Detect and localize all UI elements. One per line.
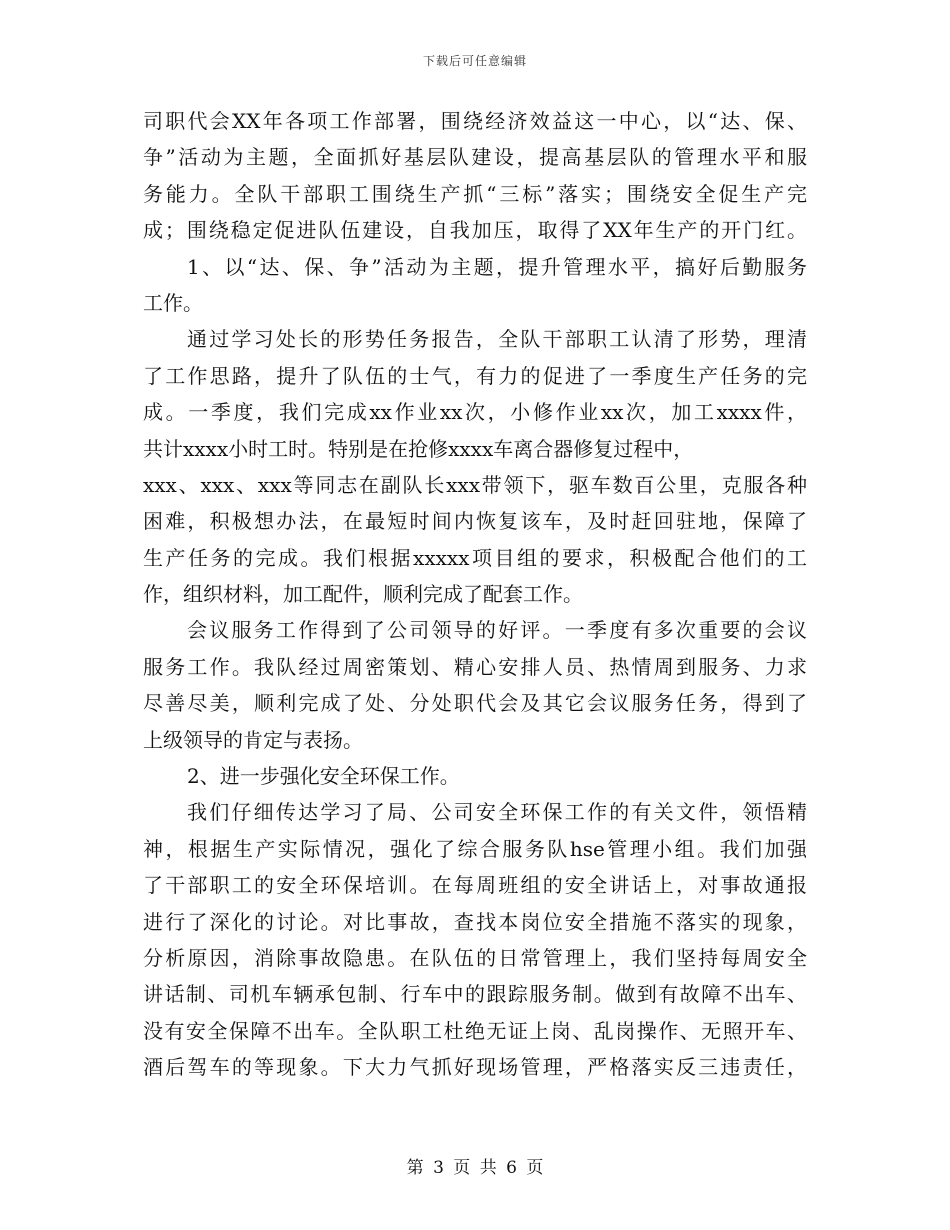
text-line: 通过学习处长的形势任务报告，全队干部职工认清了形势，理清 xyxy=(187,327,807,352)
text-line: 没有安全保障不出车。全队职工杜绝无证上岗、乱岗操作、无照开车、 xyxy=(143,1018,807,1043)
section-heading-line: 2、进一步强化安全环保工作。 xyxy=(187,764,460,789)
text-line: 分析原因，消除事故隐患。在队伍的日常管理上，我们坚持每周安全 xyxy=(143,945,807,970)
text-line: 务能力。全队干部职工围绕生产抓“三标”落实；围绕安全促生产完 xyxy=(143,181,807,206)
text-line: 了干部职工的安全环保培训。在每周班组的安全讲话上，对事故通报 xyxy=(143,873,807,898)
document-body xyxy=(143,103,807,1086)
text-line: 了工作思路，提升了队伍的士气，有力的促进了一季度生产任务的完 xyxy=(143,363,807,388)
section-heading-line: 工作。 xyxy=(143,290,203,315)
text-line: 成。一季度，我们完成xx作业xx次，小修作业xx次，加工xxxx件， xyxy=(143,400,807,425)
text-line: 讲话制、司机车辆承包制、行车中的跟踪服务制。做到有故障不出车、 xyxy=(143,982,807,1007)
text-line: 服务工作。我队经过周密策划、精心安排人员、热情周到服务、力求 xyxy=(143,654,807,679)
text-line: 成；围绕稳定促进队伍建设，自我加压，取得了XX年生产的开门红。 xyxy=(143,218,807,243)
text-line: 作，组织材料，加工配件，顺利完成了配套工作。 xyxy=(143,582,583,607)
section-heading-line: 1、以“达、保、争”活动为主题，提升管理水平，搞好后勤服务 xyxy=(187,254,807,279)
text-line: 酒后驾车的等现象。下大力气抓好现场管理，严格落实反三违责任， xyxy=(143,1055,807,1080)
text-line: 进行了深化的讨论。对比事故，查找本岗位安全措施不落实的现象， xyxy=(143,909,807,934)
text-line: 共计xxxx小时工时。特别是在抢修xxxx车离合器修复过程中， xyxy=(143,436,694,461)
text-line: 尽善尽美，顺利完成了处、分处职代会及其它会议服务任务，得到了 xyxy=(143,691,807,716)
text-line: 司职代会XX年各项工作部署，围绕经济效益这一中心，以“达、保、 xyxy=(143,109,807,133)
text-line: xxx、xxx、xxx等同志在副队长xxx带领下，驱车数百公里，克服各种 xyxy=(143,472,807,497)
text-line: 上级领导的肯定与表扬。 xyxy=(143,727,363,752)
page-footer: 第 3 页 共 6 页 xyxy=(406,1158,544,1178)
text-line: 会议服务工作得到了公司领导的好评。一季度有多次重要的会议 xyxy=(187,618,807,643)
page-header: 下载后可任意编辑 xyxy=(422,54,527,68)
text-line: 神，根据生产实际情况，强化了综合服务队hse管理小组。我们加强 xyxy=(143,836,807,861)
text-line: 争”活动为主题，全面抓好基层队建设，提高基层队的管理水平和服 xyxy=(143,145,807,170)
text-line: 生产任务的完成。我们根据xxxxx项目组的要求，积极配合他们的工 xyxy=(143,545,807,570)
text-line: 困难，积极想办法，在最短时间内恢复该车，及时赶回驻地，保障了 xyxy=(143,509,807,534)
text-line: 我们仔细传达学习了局、公司安全环保工作的有关文件，领悟精 xyxy=(187,800,807,825)
